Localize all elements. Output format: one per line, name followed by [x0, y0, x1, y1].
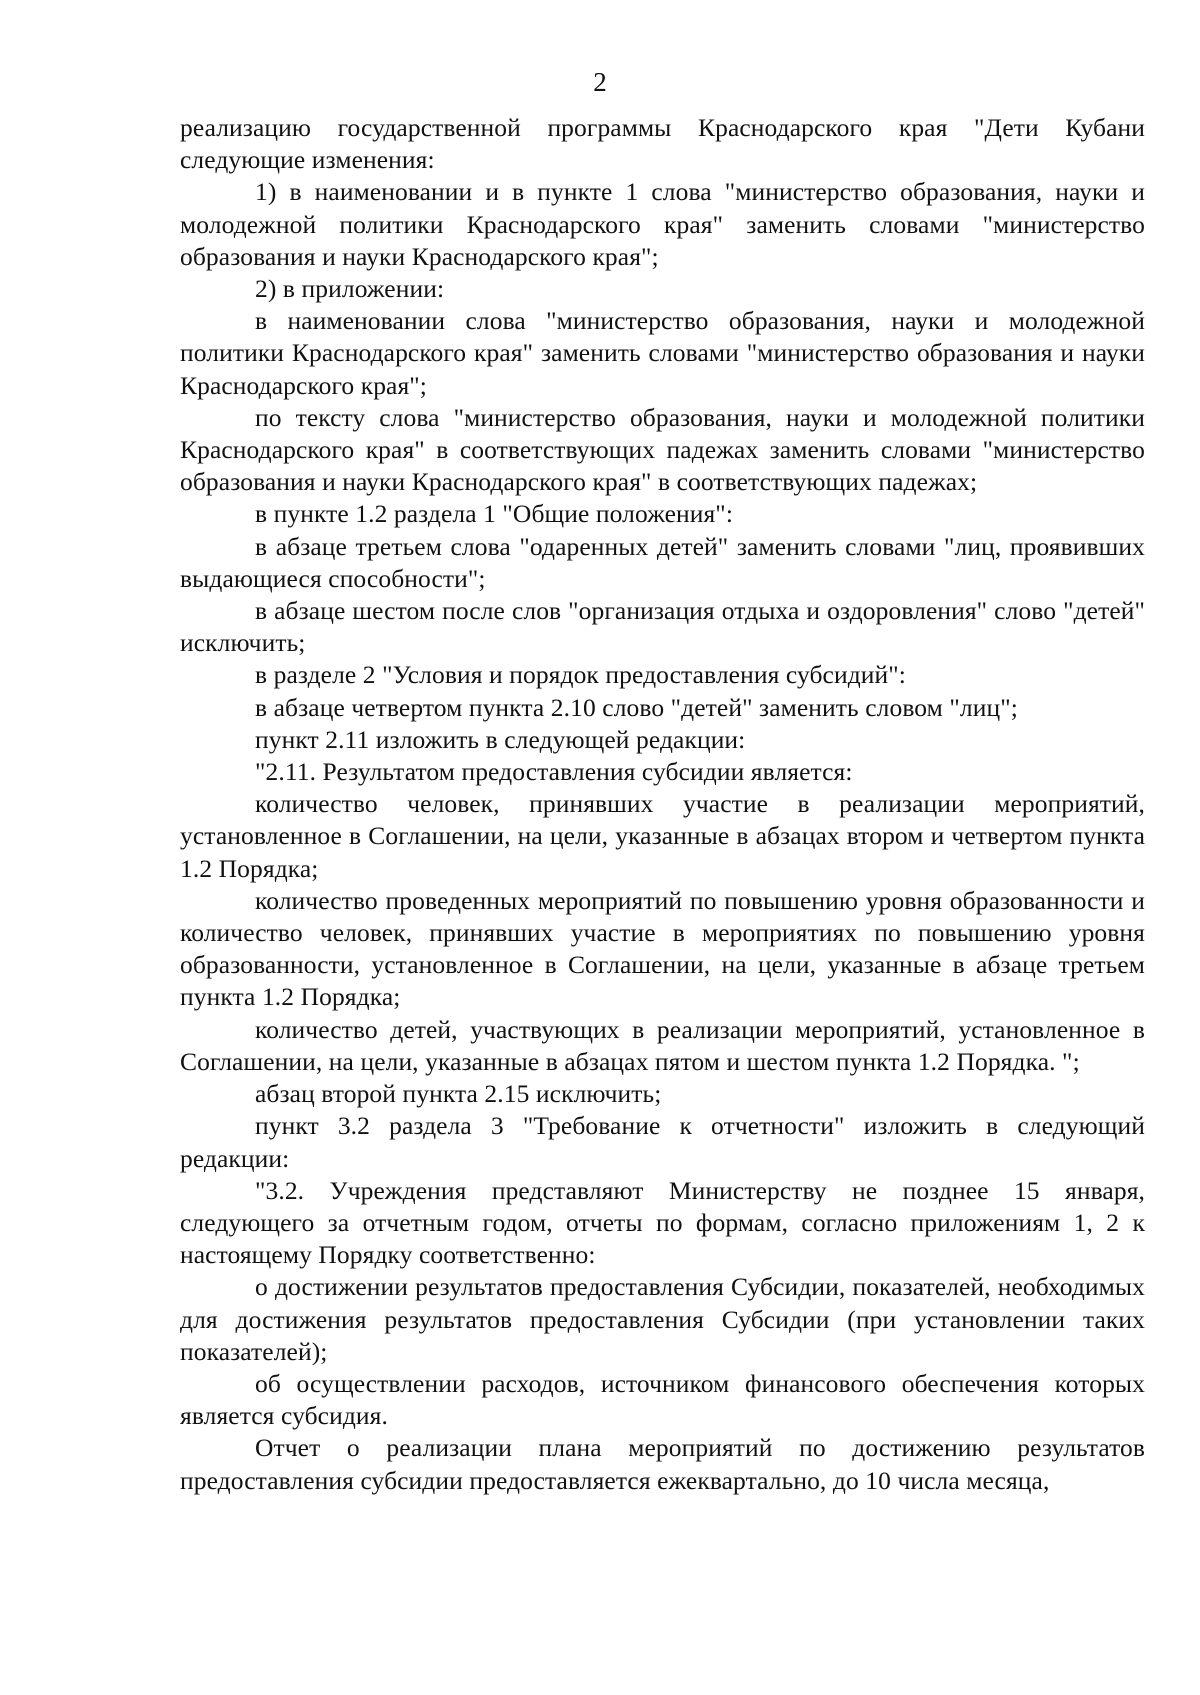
paragraph: в пункте 1.2 раздела 1 "Общие положения": [255, 499, 734, 529]
paragraph: в наименовании слова "министерство образования, науки и молодежной политики Краснодарского края" заменить словами "министерство образования и науки Краснодарского края"; [180, 306, 1145, 400]
paragraph: абзац второй пункта 2.15 исключить; [255, 1079, 662, 1109]
paragraph: "3.2. Учреждения представляют Министерству не позднее 15 января, следующего за отчетным годом, отчеты по формам, согласно приложениям 1, 2 к настоящему Порядку соответственно: [180, 1175, 1145, 1270]
paragraph: в абзаце четвертом пункта 2.10 слово "детей" заменить словом "лиц"; [255, 692, 1018, 722]
paragraph: пункт 3.2 раздела 3 "Требование к отчетности" изложить в следующий редакции: [180, 1111, 1145, 1173]
paragraph: в разделе 2 "Условия и порядок предоставления субсидий": [255, 660, 906, 690]
paragraph: количество человек, принявших участие в реализации мероприятий, установленное в Соглашении, на цели, указанные в абзацах втором и четвертом пункта 1.2 Порядка; [180, 789, 1145, 883]
document-body [180, 112, 1145, 1497]
paragraph: в абзаце шестом после слов "организация отдыха и оздоровления" слово "детей" исключить; [180, 596, 1145, 658]
paragraph: реализацию государственной программы Краснодарского края "Дети Кубани следующие изменения: [180, 113, 1145, 175]
paragraph: в абзаце третьем слова "одаренных детей" заменить словами "лиц, проявивших выдающиеся способности"; [180, 531, 1145, 593]
paragraph: о достижении результатов предоставления Субсидии, показателей, необходимых для достижения результатов предоставления Субсидии (при установлении таких показателей); [180, 1272, 1145, 1366]
paragraph: количество проведенных мероприятий по повышению уровня образованности и количество человек, принявших участие в мероприятиях по повышению уровня образованности, установленное в Соглашении, на цели, указанные в абзаце третьем пункта 1.2 Порядка; [180, 885, 1145, 1012]
paragraph: 2) в приложении: [255, 274, 445, 304]
paragraph: пункт 2.11 изложить в следующей редакции: [255, 724, 746, 754]
paragraph: об осуществлении расходов, источником финансового обеспечения которых является субсидия. [180, 1368, 1145, 1431]
paragraph: Отчет о реализации плана мероприятий по достижению результатов предоставления субсидии предоставляется ежеквартально, до 10 числа месяца, [180, 1433, 1145, 1495]
page-number: 2 [593, 67, 607, 97]
paragraph: количество детей, участвующих в реализации мероприятий, установленное в Соглашении, на цели, указанные в абзацах пятом и шестом пункта 1.2 Порядка. "; [180, 1014, 1145, 1076]
paragraph: по тексту слова "министерство образования, науки и молодежной политики Краснодарского края" в соответствующих падежах заменить словами "министерство образования и науки Краснодарского края" в соответствующих падежах; [180, 402, 1145, 497]
paragraph: "2.11. Результатом предоставления субсидии является: [255, 757, 853, 787]
paragraph: 1) в наименовании и в пункте 1 слова "министерство образования, науки и молодежной политики Краснодарского края" заменить словами "министерство образования и науки Краснодарского края"; [180, 177, 1145, 271]
